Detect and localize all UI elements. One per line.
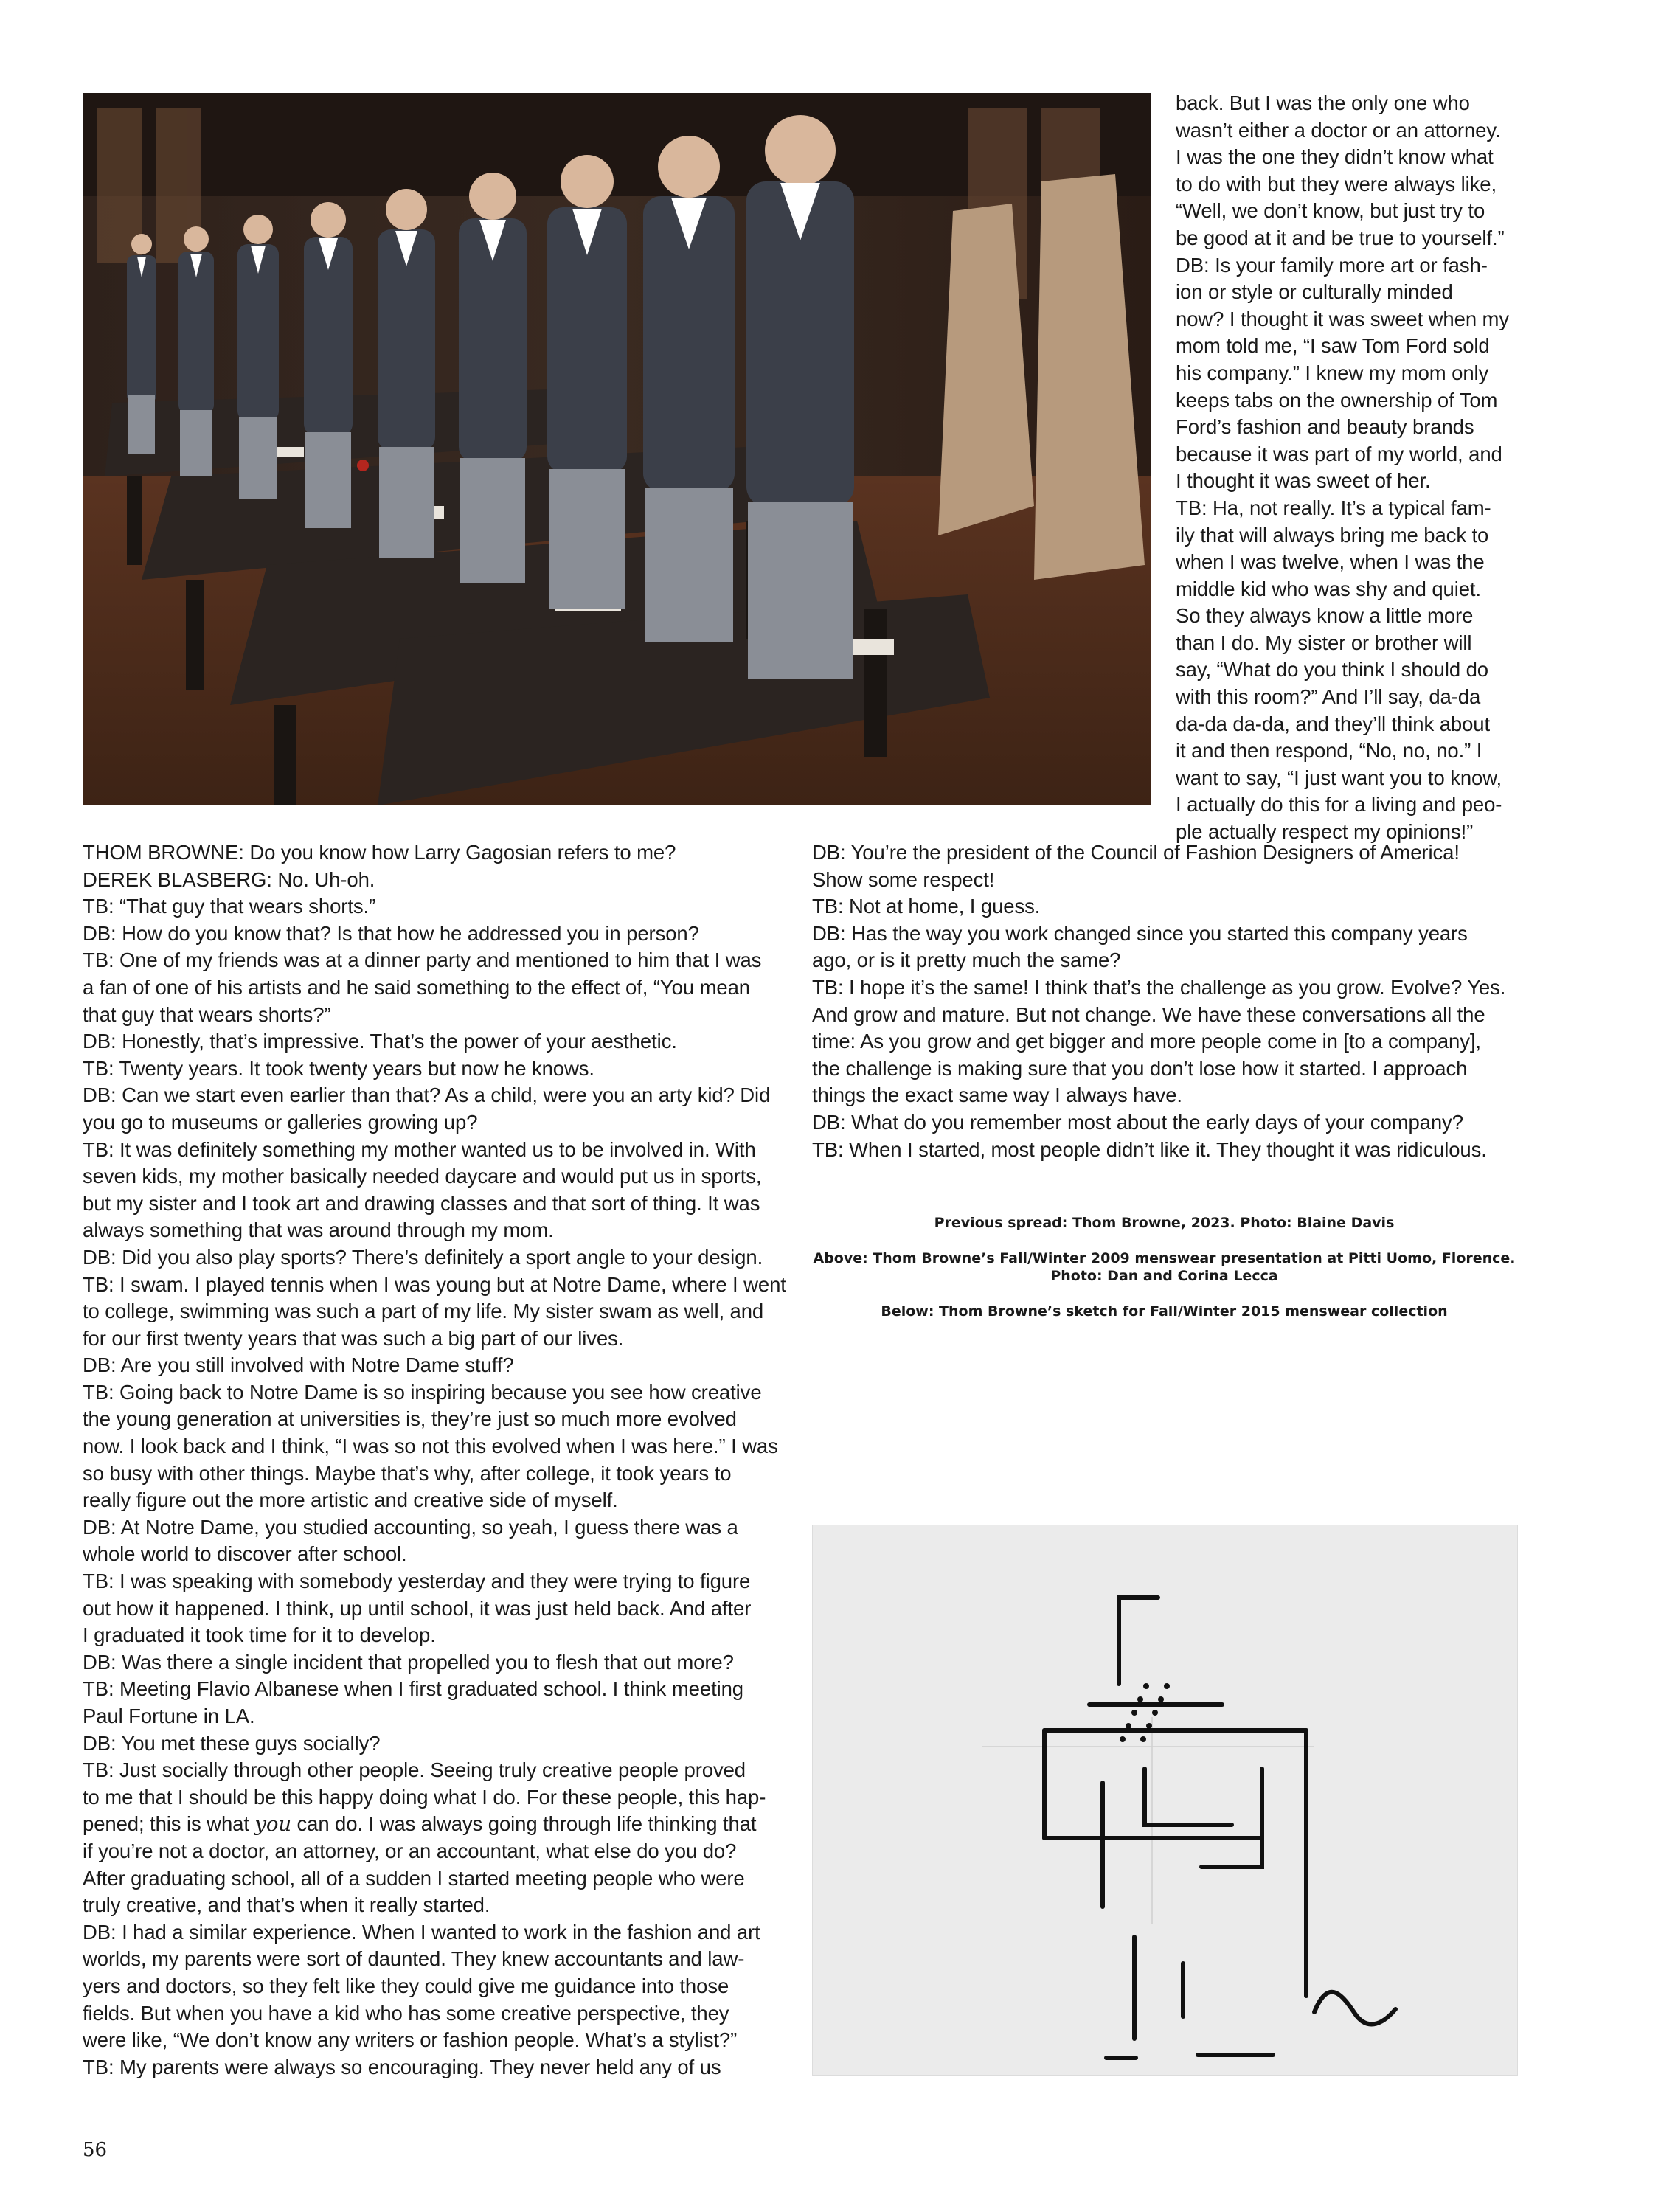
text-line: I was the one they didn’t know what [1176, 145, 1494, 169]
text-line: worlds, my parents were sort of daunted. They knew accountants and law- [83, 1947, 745, 1971]
text-line: Show some respect! [812, 867, 995, 891]
text-line: DB: Honestly, that’s impressive. That’s the power of your aesthetic. [83, 1030, 677, 1053]
right-column [812, 839, 1516, 1163]
text-line-with-italic [83, 1811, 783, 1838]
text-line: because it was part of my world, and [1176, 442, 1502, 465]
caption-above-credit: Photo: Dan and Corina Lecca [1050, 1268, 1278, 1284]
text-line: DB: Can we start even earlier than that? As a child, were you an arty kid? Did [83, 1084, 771, 1107]
text-line: TB: I swam. I played tennis when I was young but at Notre Dame, where I went [83, 1272, 786, 1296]
text-line: for our first twenty years that was such a big part of our lives. [83, 1326, 624, 1350]
text-line: whole world to discover after school. [83, 1542, 407, 1566]
text-line: were like, “We don’t know any writers or fashion people. What’s a stylist?” [83, 2028, 738, 2052]
text-line: to me that I should be this happy doing what I do. For these people, this hap- [83, 1785, 766, 1809]
text-line: TB: My parents were always so encouraging. They never held any of us [83, 2055, 721, 2078]
caption-previous-spread: Previous spread: Thom Browne, 2023. Photo: Blaine Davis [934, 1215, 1395, 1231]
text-line: DEREK BLASBERG: No. Uh-oh. [83, 867, 375, 891]
text-line: TB: Just socially through other people. Seeing truly creative people proved [83, 1758, 746, 1782]
text-line: seven kids, my mother basically needed daycare and would put us in sports, [83, 1165, 762, 1188]
text-line: TB: Ha, not really. It’s a typical fam- [1176, 496, 1491, 519]
text-line: ion or style or culturally minded [1176, 280, 1453, 304]
text-line: DB: Are you still involved with Notre Dame stuff? [83, 1353, 514, 1377]
text-line: da-da da-da, and they’ll think about [1176, 712, 1491, 735]
text-line: Paul Fortune in LA. [83, 1705, 255, 1727]
text-line: than I do. My sister or brother will [1176, 631, 1472, 654]
text-line: DB: You met these guys socially? [83, 1731, 381, 1755]
text-line: want to say, “I just want you to know, [1176, 766, 1502, 789]
text-line: with this room?” And I’ll say, da-da [1176, 685, 1481, 709]
text-run: pened; this is what [83, 1812, 255, 1836]
text-line: Ford’s fashion and beauty brands [1176, 415, 1474, 439]
text-line: TB: Not at home, I guess. [812, 895, 1041, 918]
text-line: TB: One of my friends was at a dinner party and mentioned to him that I was [83, 949, 762, 972]
text-line: DB: At Notre Dame, you studied accounting, so yeah, I guess there was a [83, 1515, 738, 1539]
caption-below: Below: Thom Browne’s sketch for Fall/Winter 2015 menswear collection [881, 1303, 1448, 1320]
text-line: out how it happened. I think, up until school, it was just held back. And after [83, 1596, 752, 1620]
text-line: THOM BROWNE: Do you know how Larry Gagosian refers to me? [83, 841, 676, 864]
text-line: keeps tabs on the ownership of Tom [1176, 388, 1498, 412]
text-line: to do with but they were always like, [1176, 172, 1497, 195]
text-line: TB: Going back to Notre Dame is so inspiring because you see how creative [83, 1380, 762, 1404]
text-line: it and then respond, “No, no, no.” I [1176, 739, 1482, 763]
text-line: back. But I was the only one who [1176, 91, 1470, 114]
text-line: the challenge is making sure that you don’t lose how it started. I approach [812, 1056, 1468, 1080]
text-line: if you’re not a doctor, an attorney, or an accountant, what else do you do? [83, 1839, 737, 1862]
text-line: his company.” I knew my mom only [1176, 361, 1489, 384]
text-line: DB: Was there a single incident that propelled you to flesh that out more? [83, 1650, 734, 1674]
text-line: when I was twelve, when I was the [1176, 550, 1485, 574]
text-line: a fan of one of his artists and he said something to the effect of, “You mean [83, 975, 750, 999]
text-line: things the exact same way I always have. [812, 1084, 1182, 1107]
page-number: 56 [83, 2139, 108, 2161]
runway-presentation-photo [83, 93, 1151, 805]
text-line: be good at it and be true to yourself.” [1176, 226, 1505, 249]
text-line: that guy that wears shorts?” [83, 1002, 331, 1026]
text-line: always something that was around through my mom. [83, 1218, 554, 1242]
text-line: DB: What do you remember most about the early days of your company? [812, 1110, 1463, 1134]
text-line: I graduated it took time for it to develop. [83, 1623, 436, 1647]
right-top-column [1176, 90, 1515, 846]
text-line: DB: How do you know that? Is that how he addressed you in person? [83, 921, 699, 945]
text-line: truly creative, and that’s when it really started. [83, 1893, 490, 1917]
text-line: wasn’t either a doctor or an attorney. [1176, 118, 1501, 142]
text-line: TB: Twenty years. It took twenty years but now he knows. [83, 1056, 594, 1080]
text-line: yers and doctors, so they felt like they could give me guidance into those [83, 1974, 729, 1997]
text-line: middle kid who was shy and quiet. [1176, 577, 1482, 600]
italic-you: you [254, 1812, 291, 1837]
text-line: ago, or is it pretty much the same? [812, 949, 1121, 972]
text-line: so busy with other things. Maybe that’s why, after college, it took years to [83, 1461, 732, 1485]
text-line: TB: “That guy that wears shorts.” [83, 895, 376, 918]
text-line: now. I look back and I think, “I was so not this evolved when I was here.” I was [83, 1435, 778, 1458]
text-line: time: As you grow and get bigger and more people come in [to a company], [812, 1030, 1481, 1053]
text-line: I actually do this for a living and peo- [1176, 793, 1502, 817]
text-line: TB: Meeting Flavio Albanese when I first graduated school. I think meeting [83, 1677, 744, 1701]
text-line: now? I thought it was sweet when my [1176, 307, 1510, 330]
text-line: DB: You’re the president of the Council of Fashion Designers of America! [812, 841, 1460, 864]
text-line: DB: I had a similar experience. When I wanted to work in the fashion and art [83, 1920, 760, 1944]
text-line: TB: I was speaking with somebody yesterday and they were trying to figure [83, 1570, 751, 1593]
text-line: TB: It was definitely something my mother wanted us to be involved in. With [83, 1137, 756, 1161]
photo-captions [812, 1214, 1516, 1338]
text-line: to college, swimming was such a part of my life. My sister swam as well, and [83, 1300, 764, 1323]
text-line: but my sister and I took art and drawing classes and that sort of thing. It was [83, 1191, 760, 1215]
text-line: TB: When I started, most people didn’t like it. They thought it was ridiculous. [812, 1137, 1487, 1161]
text-line: you go to museums or galleries growing up? [83, 1110, 478, 1134]
text-line: really figure out the more artistic and creative side of myself. [83, 1488, 618, 1512]
text-line: ily that will always bring me back to [1176, 523, 1489, 547]
fashion-sketch [812, 1525, 1518, 2076]
text-line: DB: Is your family more art or fash- [1176, 253, 1488, 277]
text-line: After graduating school, all of a sudden I started meeting people who were [83, 1866, 745, 1890]
text-line: TB: I hope it’s the same! I think that’s the challenge as you grow. Evolve? Yes. [812, 975, 1506, 999]
text-line: mom told me, “I saw Tom Ford sold [1176, 334, 1490, 358]
caption-above: Above: Thom Browne’s Fall/Winter 2009 menswear presentation at Pitti Uomo, Florence. [813, 1250, 1516, 1266]
text-line: “Well, we don’t know, but just try to [1176, 199, 1485, 223]
text-line: the young generation at universities is, they’re just so much more evolved [83, 1407, 737, 1431]
text-line: I thought it was sweet of her. [1176, 469, 1431, 493]
text-line: fields. But when you have a kid who has some creative perspective, they [83, 2001, 729, 2025]
text-line: say, “What do you think I should do [1176, 658, 1488, 682]
text-line: DB: Has the way you work changed since you started this company years [812, 921, 1468, 945]
text-run: can do. I was always going through life thinking that [291, 1812, 757, 1836]
left-column [83, 839, 786, 2081]
text-line: DB: Did you also play sports? There’s definitely a sport angle to your design. [83, 1245, 763, 1269]
text-line: And grow and mature. But not change. We have these conversations all the [812, 1002, 1485, 1026]
text-line: So they always know a little more [1176, 604, 1474, 628]
text-line: ple actually respect my opinions!” [1176, 820, 1474, 844]
